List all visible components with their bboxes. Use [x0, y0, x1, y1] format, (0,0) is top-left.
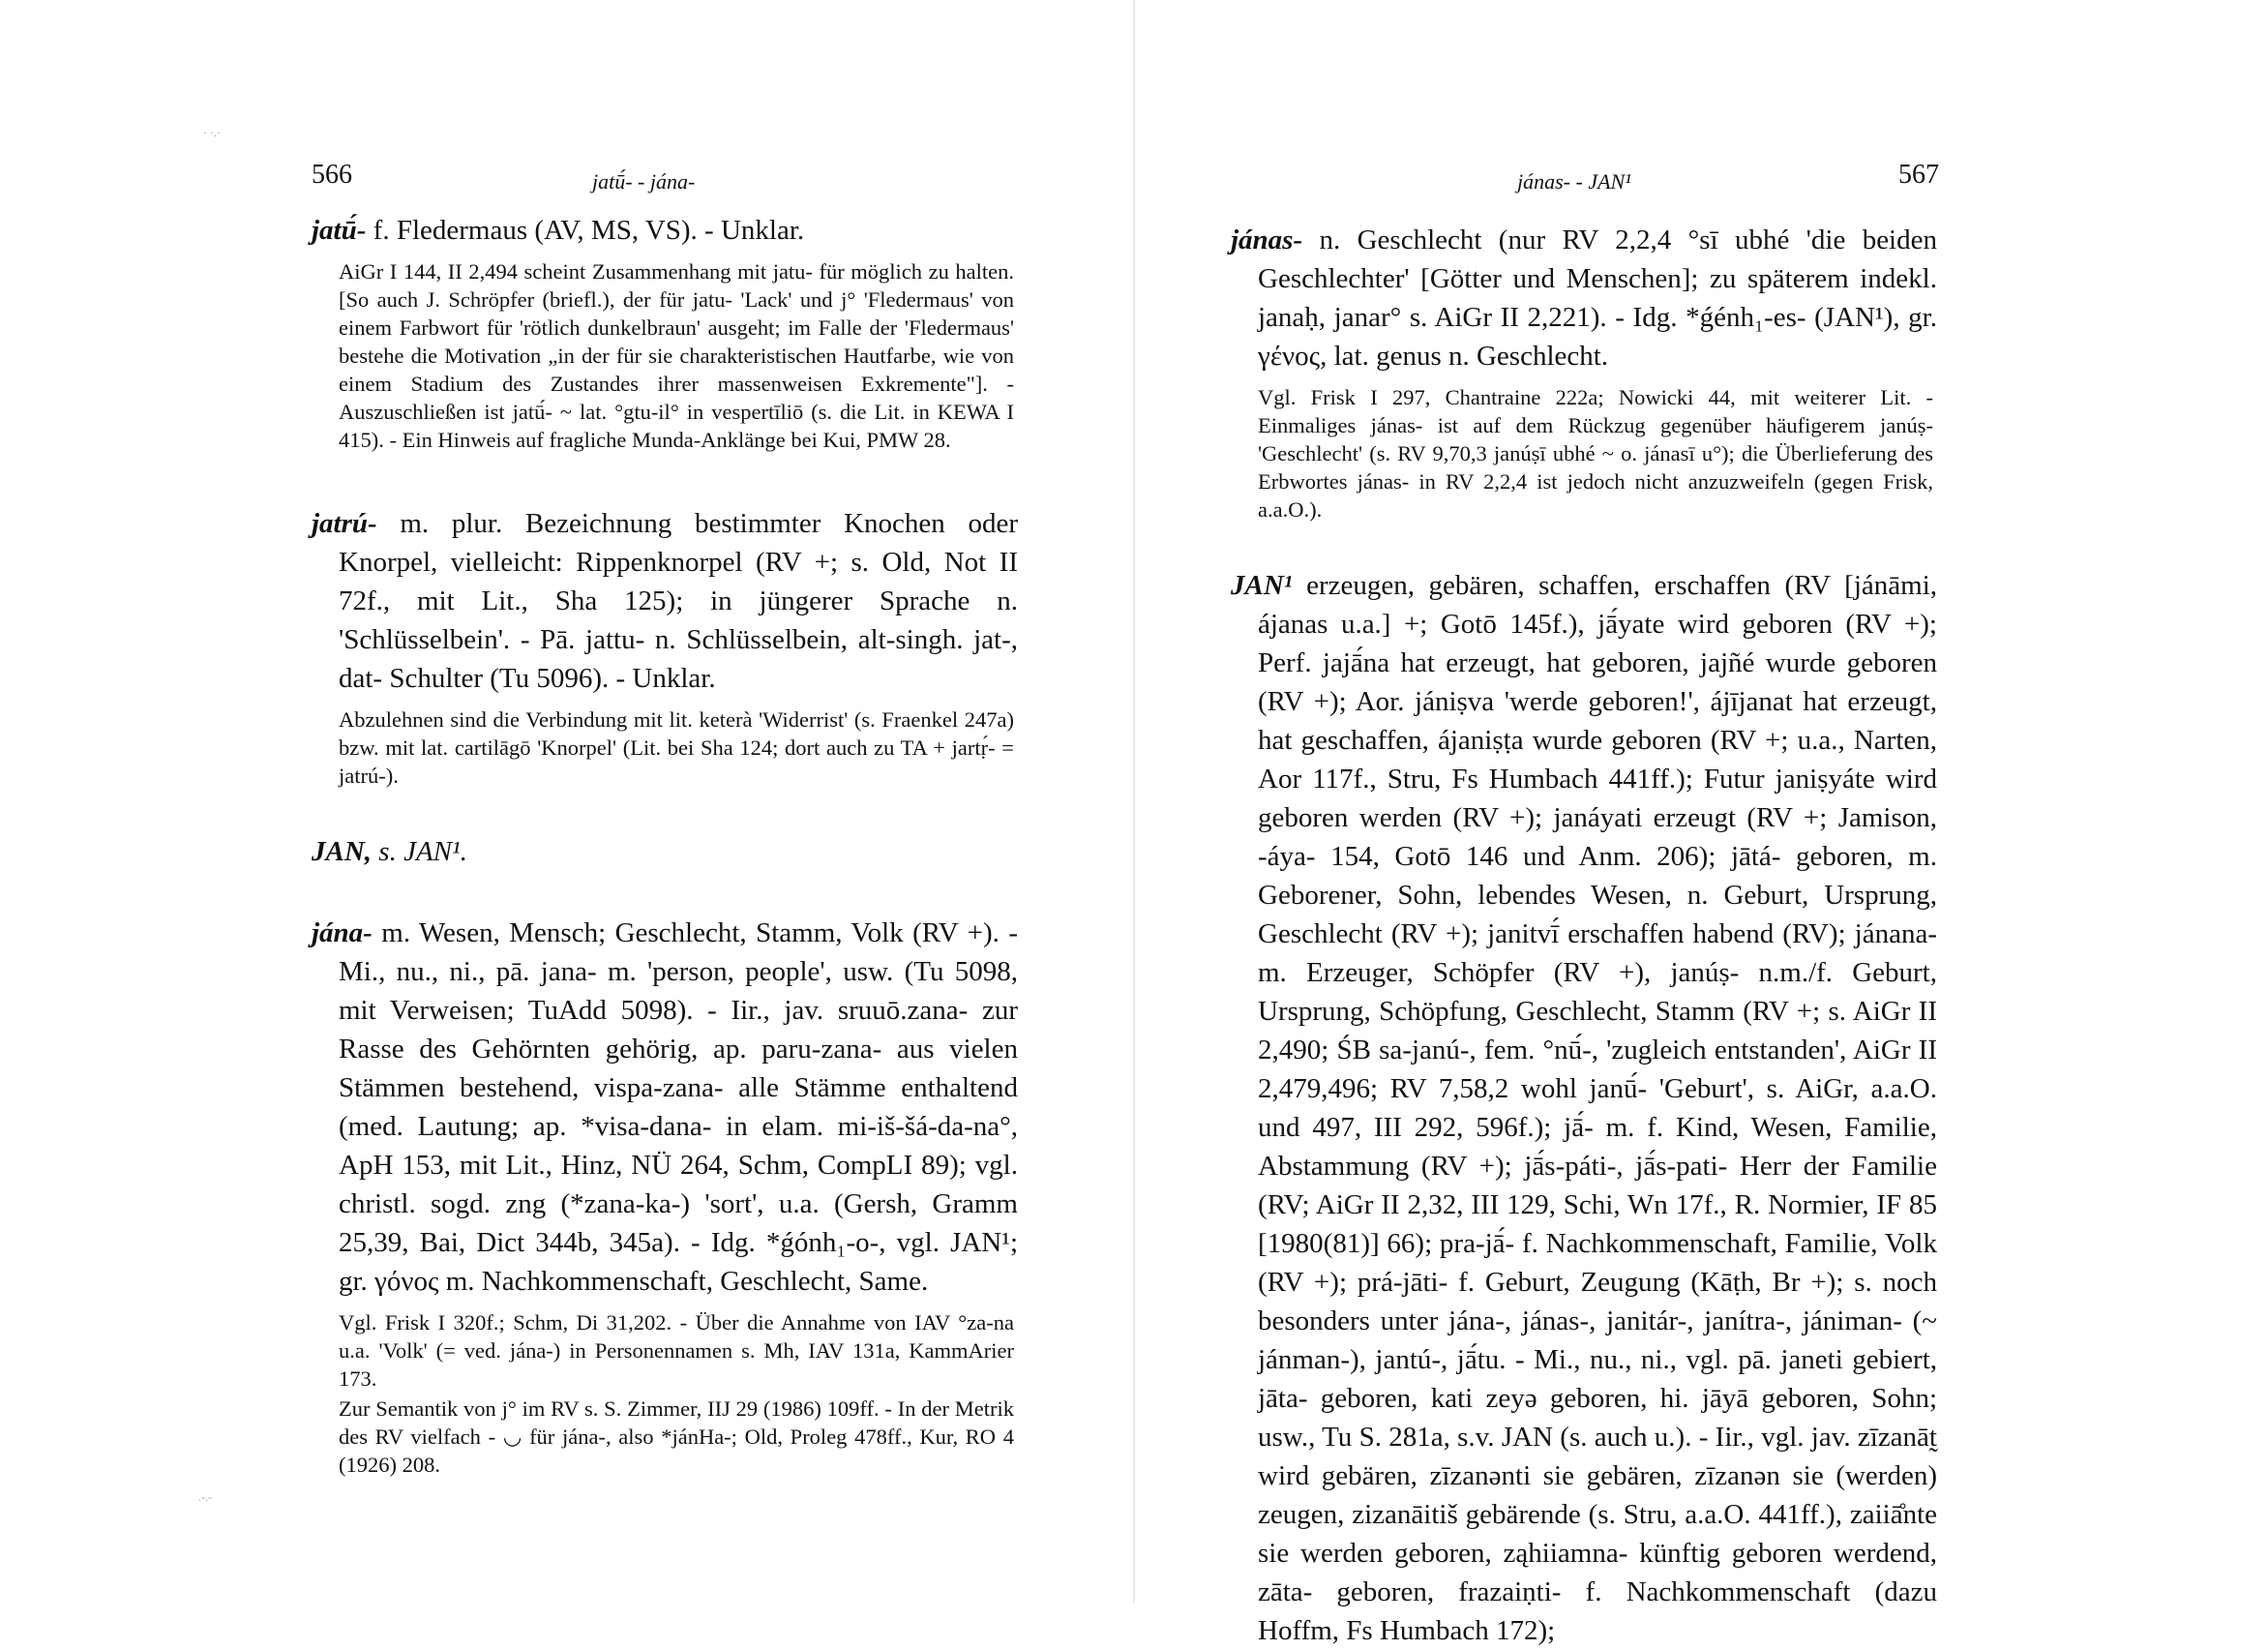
entry-headword: jánas-	[1231, 225, 1303, 255]
entry-note: Zur Semantik von j° im RV s. S. Zimmer, IIJ 29 (1986) 109ff. - In der Metrik des RV vielfach - ◡ für jána-, also *jánHa-; Old, Proleg 478ff., Kur, RO 4 (1926) 208.	[339, 1396, 1014, 1477]
scan-speck: · ·.·	[203, 126, 221, 139]
dictionary-entry	[312, 832, 1018, 871]
left-page	[0, 0, 1134, 1603]
left-column	[312, 211, 1018, 1479]
running-head: jánas- - JAN¹	[1517, 169, 1631, 194]
right-page	[1134, 0, 2268, 1646]
page-number: 566	[312, 160, 352, 190]
entry-headword: JAN,	[312, 836, 373, 867]
dictionary-entry	[312, 914, 1018, 1301]
entry-note: Vgl. Frisk I 320f.; Schm, Di 31,202. - Über die Annahme von IAV °za-na u.a. 'Volk' (= ved. jána-) in Personennamen s. Mh, IAV 131a, KammArier 173.	[339, 1310, 1014, 1391]
entry-headword: jatrú-	[312, 508, 377, 539]
entry-text: s. JAN¹.	[372, 836, 467, 867]
running-head: jatū́- - jána-	[592, 169, 696, 194]
entry-text: erzeugen, gebären, schaffen, erschaffen (RV [jánāmi, ájanas u.a.] +; Gotō 145f.), jā́yate wird geboren (RV +); Perf. jajā́na hat erzeugt, hat geboren, jajñé wurde geboren (RV +); Aor. jániṣva 'werde geboren!', ájījanat hat erzeugt, hat geschaffen, ájaniṣṭa wurde geboren (RV +; u.a., Narten, Aor 117f., Stru, Fs Humbach 441ff.); Futur janiṣyáte wird geboren werden (RV +); janáyati erzeugt (RV +; Jamison, -áya- 154, Gotō 146 und Anm. 206); jātá- geboren, m. Geborener, Sohn, lebendes Wesen, n. Geburt, Ursprung, Geschlecht (RV +); janitvī́ erschaffen habend (RV); jánana- m. Erzeuger, Schöpfer (RV +), janúṣ- n.m./f. Geburt, Ursprung, Schöpfung, Geschlecht, Stamm (RV +; s. AiGr II 2,490; ŚB sa-janú-, fem. °nū́-, 'zugleich entstanden', AiGr II 2,479,496; RV 7,58,2 wohl janū́- 'Geburt', s. AiGr, a.a.O. und 497, III 292, 596f.); jā́- m. f. Kind, Wesen, Familie, Abstammung (RV +); jā́s-páti-, jā́s-pati- Herr der Familie (RV; AiGr II 2,32, III 129, Schi, Wn 17f., R. Normier, IF 85 [1980(81)] 66); pra-jā́- f. Nachkommenschaft, Familie, Volk (RV +); prá-jāti- f. Geburt, Zeugung (Kāṭh, Br +); s. noch besonders unter jána-, jánas-, janitár-, janítra-, jániman- (~ jánman-), jantú-, jā́tu. - Mi., nu., ni., vgl. pā. janeti gebiert, jāta- geboren, kati zeyə geboren, hi. jāyā geboren, Sohn; usw., Tu S. 281a, s.v. JAN (s. auch u.). - Iir., vgl. jav. zīzanāt̰ wird gebären, zīzanənti sie gebären, zīzanən sie (werden) zeugen, zizanāitiš gebärende (s. Stru, a.a.O. 441ff.), zaiiā̊nte sie werden geboren, ząhiiamna- künftig geboren werdend, zāta- geboren, frazaiṇti- f. Nachkommenschaft (dazu Hoffm, Fs Humbach 172);	[1258, 570, 1937, 1646]
entry-text: m. plur. Bezeichnung bestimmter Knochen oder Knorpel, vielleicht: Rippenknorpel (RV +; s. Old, Not II 72f., mit Lit., Sha 125); in jüngerer Sprache n. 'Schlüsselbein'. - Pā. jattu- n. Schlüsselbein, alt-singh. jat-, dat- Schulter (Tu 5096). - Unklar.	[339, 508, 1018, 694]
entry-text: n. Geschlecht (nur RV 2,2,4 °sī ubhé 'die beiden Geschlechter' [Götter und Menschen]; zu späterem indekl. janaḥ, janar° s. AiGr II 2,221). - Idg. *ǵénh₁-es- (JAN¹), gr. γένος, lat. genus n. Geschlecht.	[1258, 225, 1937, 372]
dictionary-entry	[312, 504, 1018, 698]
dictionary-entry	[1231, 221, 1937, 375]
entry-note: AiGr I 144, II 2,494 scheint Zusammenhang mit jatu- für möglich zu halten. [So auch J. Schröpfer (briefl.), der für jatu- 'Lack' und j° 'Fledermaus' von einem Farbwort für 'rötlich dunkelbraun' ausgeht; im Falle der 'Fledermaus' bestehe die Motivation „in der für sie charakteristischen Hautfarbe, wie von einem Stadium des Zustandes ihrer massenweisen Exkremente"]. - Auszuschließen ist jatū́- ~ lat. °gtu-il° in vespertīliō (s. die Lit. in KEWA I 415). - Ein Hinweis auf fragliche Munda-Anklänge bei Kui, PMW 28.	[339, 259, 1014, 452]
dictionary-entry	[312, 211, 1018, 250]
entry-headword: jána-	[312, 917, 373, 948]
entry-note: Vgl. Frisk I 297, Chantraine 222a; Nowicki 44, mit weiterer Lit. - Einmaliges jánas- ist auf dem Rückzug gegenüber häufigerem janúṣ- 'Geschlecht' (s. RV 9,70,3 janúṣī ubhé ~ o. jánasī u°); die Überlieferung des Erbwortes jánas- in RV 2,2,4 ist jedoch nicht anzuzweifeln (gegen Frisk, a.a.O.).	[1258, 385, 1933, 522]
entry-note: Abzulehnen sind die Verbindung mit lit. keterà 'Widerrist' (s. Fraenkel 247a) bzw. mit lat. cartilāgō 'Knorpel' (Lit. bei Sha 124; dort auch zu TA + jartṛ́- = jatrú-).	[339, 707, 1014, 788]
right-column	[1231, 221, 1937, 1650]
entry-headword: jatū́-	[312, 215, 367, 246]
page-number: 567	[1898, 160, 1939, 190]
dictionary-entry	[1231, 566, 1937, 1650]
scan-speck: .-.-	[198, 1490, 212, 1504]
entry-headword: JAN¹	[1231, 570, 1293, 601]
entry-text: f. Fledermaus (AV, MS, VS). - Unklar.	[366, 215, 805, 246]
entry-text: m. Wesen, Mensch; Geschlecht, Stamm, Volk (RV +). - Mi., nu., ni., pā. jana- m. 'person, people', usw. (Tu 5098, mit Verweisen; TuAdd 5098). - Iir., jav. sruuō.zana- zur Rasse des Gehörnten gehörig, ap. paru-zana- aus vielen Stämmen bestehend, vispa-zana- alle Stämme enthaltend (med. Lautung; ap. *visa-dana- in elam. mi-iš-šá-da-na°, ApH 153, mit Lit., Hinz, NÜ 264, Schm, CompLI 89); vgl. christl. sogd. zng (*zana-ka-) 'sort', u.a. (Gersh, Gramm 25,39, Bai, Dict 344b, 345a). - Idg. *ǵónh₁-o-, vgl. JAN¹; gr. γόνος m. Nachkommenschaft, Geschlecht, Same.	[339, 917, 1018, 1297]
